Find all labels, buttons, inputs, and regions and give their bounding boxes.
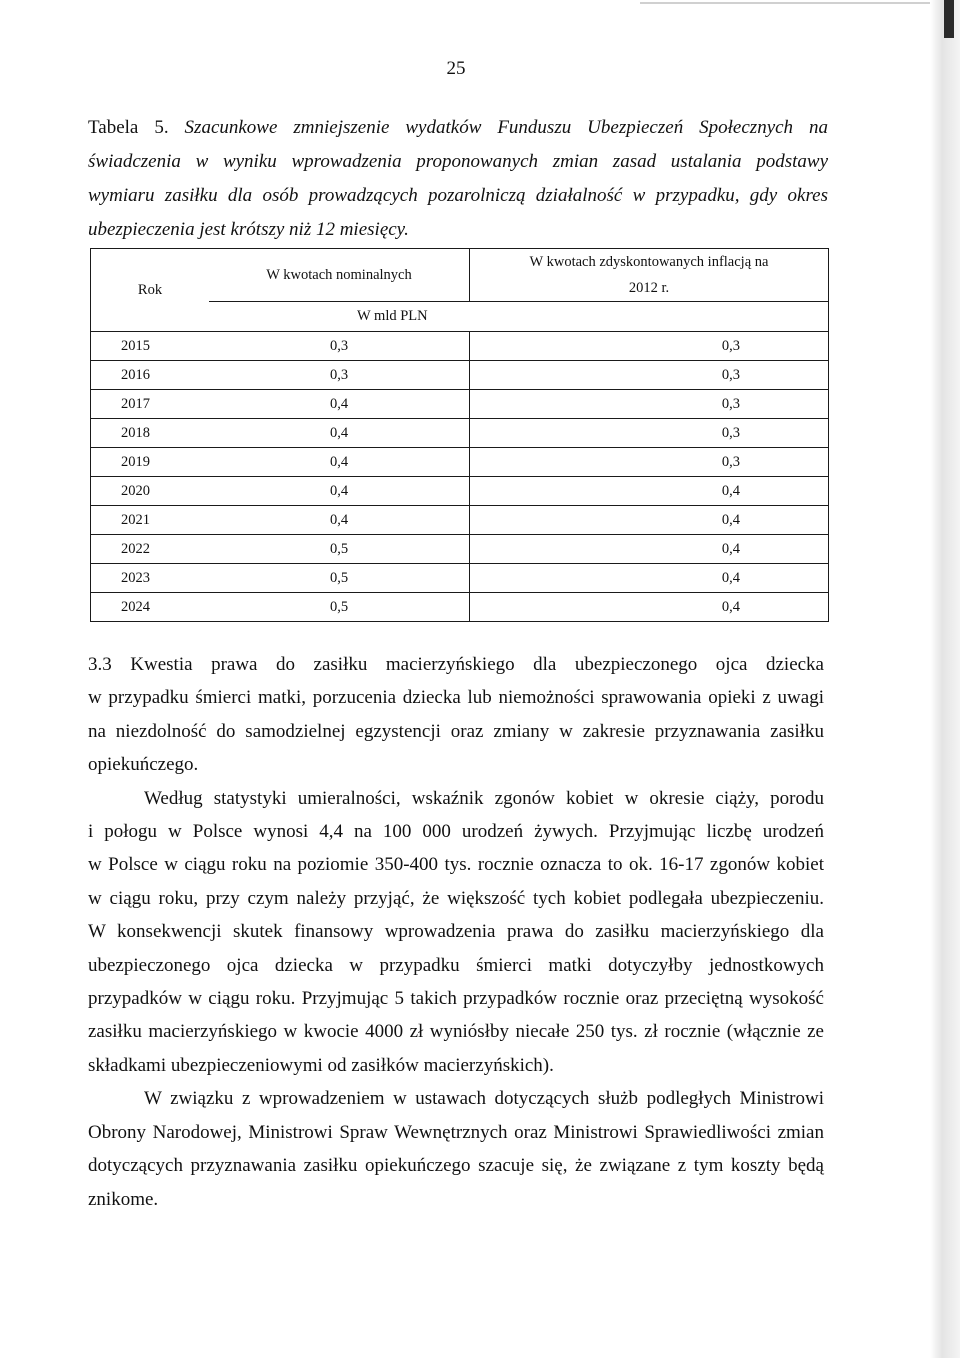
table-header-row [91,249,829,302]
paragraph-1 [88,648,824,782]
table-row [91,506,829,535]
caption-line: świadczenia w wyniku wprowadzenia proponowanych zmian zasad ustalania podstawy [88,151,828,172]
text-line: Obrony Narodowej, Ministrowi Spraw Wewnętrznych oraz Ministrowi Sprawiedliwości zmian [88,1121,824,1143]
table-row [91,390,829,419]
scan-mark [944,0,954,38]
text-line: dotyczących przyznawania zasiłku opiekuńczego szacuje się, że związane z tym koszty będą [88,1155,824,1177]
nominal-cell: 0,3 [209,361,470,390]
caption-label: Tabela 5. [88,117,169,138]
caption-line: Szacunkowe zmniejszenie wydatków Funduszu Ubezpieczeń Społecznych na [184,117,829,138]
header-nominal-text: W kwotach nominalnych [266,266,412,283]
paragraph-2 [88,782,824,1083]
text-line: W związku z wprowadzeniem w ustawach dotyczących służb podległych Ministrowi [144,1088,824,1110]
text-line: składkami ubezpieczeniowymi od zasiłków macierzyńskich). [88,1054,554,1076]
table-row [91,332,829,361]
text-line: zasiłku macierzyńskiego w kwocie 4000 zł wyniósłby niecałe 250 tys. zł rocznie (włącznie ze [88,1021,824,1043]
text-line: W konsekwencji skutek finansowy wprowadzenia prawa do zasiłku macierzyńskiego dla [88,921,824,943]
table-caption [88,111,828,247]
discounted-cell: 0,4 [470,477,829,506]
text-line: opiekuńczego. [88,754,199,776]
text-line: w przypadku śmierci matki, porzucenia dziecka lub niemożności sprawowania opieki z uwagi [88,687,824,709]
table-row [91,535,829,564]
table-row [91,361,829,390]
header-rok: Rok [91,249,210,332]
discounted-cell: 0,4 [470,535,829,564]
table-row [91,448,829,477]
discounted-cell: 0,3 [470,332,829,361]
nominal-cell: 0,4 [209,419,470,448]
text-line: i połogu w Polsce wynosi 4,4 na 100 000 urodzeń żywych. Przyjmując liczbę urodzeń [88,821,824,843]
year-cell: 2018 [91,419,210,448]
nominal-cell: 0,4 [209,448,470,477]
year-cell: 2015 [91,332,210,361]
discounted-cell: 0,4 [470,506,829,535]
year-cell: 2024 [91,593,210,622]
discounted-cell: 0,4 [470,564,829,593]
text-line: w Polsce w ciągu roku na poziomie 350-400 tys. rocznie oznacza to ok. 16-17 zgonów kobiet [88,854,824,876]
nominal-cell: 0,4 [209,390,470,419]
caption-line: wymiaru zasiłku dla osób prowadzących pozarolniczą działalność w przypadku, gdy okres [88,185,828,206]
table-body [91,332,829,622]
discounted-cell: 0,3 [470,448,829,477]
header-nominal [209,249,470,302]
nominal-cell: 0,3 [209,332,470,361]
year-cell: 2021 [91,506,210,535]
table-row [91,593,829,622]
text-line: na niezdolność do samodzielnej egzystencji oraz zmiany w zakresie przyznawania zasiłku [88,720,824,742]
caption-line: ubezpieczenia jest krótszy niż 12 miesięcy. [88,219,409,240]
paragraph-3 [88,1082,824,1216]
header-discounted-line1: W kwotach zdyskontowanych inflacją na [529,254,769,270]
text-line: Według statystyki umieralności, wskaźnik zgonów kobiet w okresie ciąży, porodu [144,787,824,809]
page-number: 25 [446,58,466,79]
discounted-cell: 0,3 [470,390,829,419]
nominal-cell: 0,5 [209,535,470,564]
nominal-cell: 0,5 [209,593,470,622]
year-cell: 2023 [91,564,210,593]
scan-edge-shadow [930,0,960,1358]
text-line: ubezpieczonego ojca dziecka w przypadku śmierci matki dotyczyłby jednostkowych [88,954,824,976]
header-unit: W mld PLN [209,302,829,332]
year-cell: 2016 [91,361,210,390]
year-cell: 2020 [91,477,210,506]
body-text [88,648,824,1216]
year-cell: 2017 [91,390,210,419]
discounted-cell: 0,3 [470,361,829,390]
discounted-cell: 0,4 [470,593,829,622]
estimate-table [90,248,829,622]
header-discounted [470,249,829,302]
year-cell: 2019 [91,448,210,477]
header-discounted-line2: 2012 r. [628,280,670,296]
nominal-cell: 0,4 [209,477,470,506]
year-cell: 2022 [91,535,210,564]
table-row [91,477,829,506]
table-row [91,564,829,593]
text-line: 3.3 Kwestia prawa do zasiłku macierzyńskiego dla ubezpieczonego ojca dziecka [88,654,824,675]
text-line: znikome. [88,1188,159,1210]
text-line: w ciągu roku, przy czym należy przyjąć, że większość tych kobiet podlegała ubezpieczeniu. [88,887,824,909]
text-line: przypadków w ciągu roku. Przyjmując 5 takich przypadków rocznie oraz przeciętną wysokość [88,988,824,1010]
discounted-cell: 0,3 [470,419,829,448]
nominal-cell: 0,4 [209,506,470,535]
table-row [91,419,829,448]
scan-top-line [640,2,930,4]
nominal-cell: 0,5 [209,564,470,593]
